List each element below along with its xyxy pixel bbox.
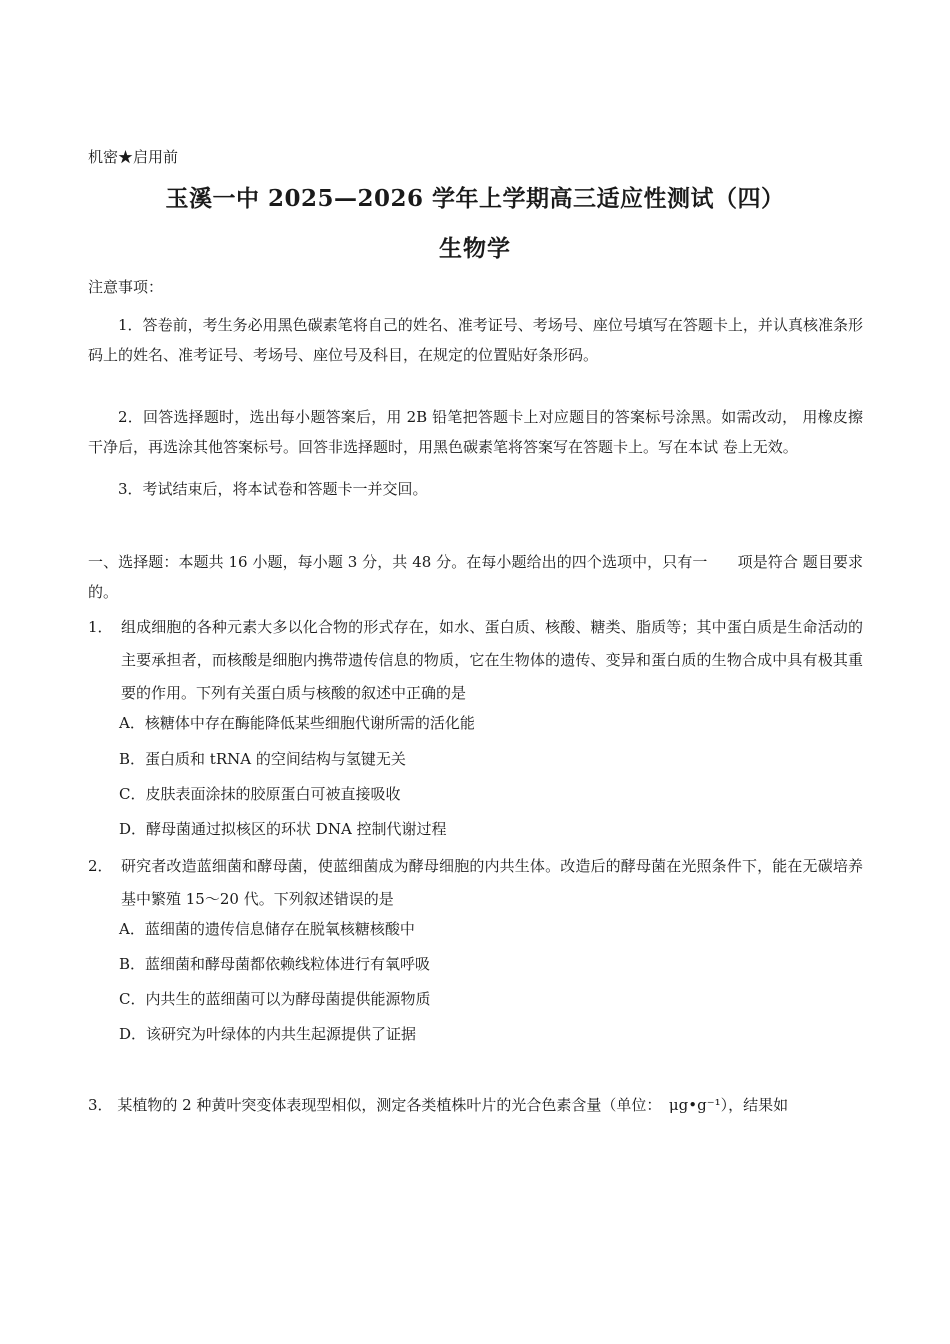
question-stem: 组成细胞的各种元素大多以化合物的形式存在，如水、蛋白质、核酸、糖类、脂质等；其中蛋白质是生命活动的主要承担者，而核酸是细胞内携带遗传信息的物质，它在生物体的遗传、变异和蛋白质的生物合成中具有极其重要的作用。下列有关蛋白质与核酸的叙述中正确的是 bbox=[121, 618, 863, 702]
note-item: 3．考试结束后，将本试卷和答题卡一并交回。 bbox=[118, 480, 428, 498]
question-3 bbox=[88, 1095, 863, 1116]
note-item: 1．答卷前，考生务必用黑色碳素笔将自己的姓名、准考证号、考场号、座位号填写在答题卡上，并认真核准条形码上的姓名、准考证号、考场号、座位号及科目，在规定的位置贴好条形码。 bbox=[88, 316, 863, 364]
notes-heading: 注意事项： bbox=[88, 278, 164, 296]
option-d: D．酵母菌通过拟核区的环状 DNA 控制代谢过程 bbox=[119, 820, 447, 838]
option-b: B．蛋白质和 tRNA 的空间结构与氢键无关 bbox=[119, 750, 406, 768]
option-a: A．核糖体中存在酶能降低某些细胞代谢所需的活化能 bbox=[119, 714, 475, 732]
question-number: 2． bbox=[88, 857, 113, 875]
question-2 bbox=[88, 850, 863, 916]
subject-title: 生物学 bbox=[439, 235, 511, 262]
option-c: C．皮肤表面涂抹的胶原蛋白可被直接吸收 bbox=[119, 785, 401, 803]
option-d: D．该研究为叶绿体的内共生起源提供了证据 bbox=[119, 1025, 417, 1043]
option-c: C．内共生的蓝细菌可以为酵母菌提供能源物质 bbox=[119, 990, 431, 1008]
confidential-label: 机密★启用前 bbox=[88, 148, 179, 166]
question-stem: 某植物的 2 种黄叶突变体表现型相似，测定各类植株叶片的光合色素含量（单位： μg•g⁻¹），结果如 bbox=[117, 1096, 789, 1114]
question-stem: 研究者改造蓝细菌和酵母菌，使蓝细菌成为酵母细胞的内共生体。改造后的酵母菌在光照条件下，能在无碳培养基中繁殖 15～20 代。下列叙述错误的是 bbox=[121, 857, 863, 908]
exam-title: 玉溪一中 2025—2026 学年上学期高三适应性测试（四） bbox=[165, 185, 785, 212]
question-number: 3． bbox=[88, 1096, 113, 1114]
option-a: A．蓝细菌的遗传信息储存在脱氧核糖核酸中 bbox=[119, 920, 415, 938]
note-item: 2．回答选择题时，选出每小题答案后，用 2B 铅笔把答题卡上对应题目的答案标号涂黑。如需改动， 用橡皮擦干净后，再选涂其他答案标号。回答非选择题时，用黑色碳素笔将答案写在答题卡上。写在本试 卷上无效。 bbox=[88, 408, 863, 456]
option-b: B．蓝细菌和酵母菌都依赖线粒体进行有氧呼吸 bbox=[119, 955, 431, 973]
section-heading: 一、选择题：本题共 16 小题，每小题 3 分，共 48 分。在每小题给出的四个选项中，只有一 项是符合 题目要求的。 bbox=[88, 553, 863, 601]
question-number: 1． bbox=[88, 618, 113, 636]
question-1 bbox=[88, 611, 863, 710]
